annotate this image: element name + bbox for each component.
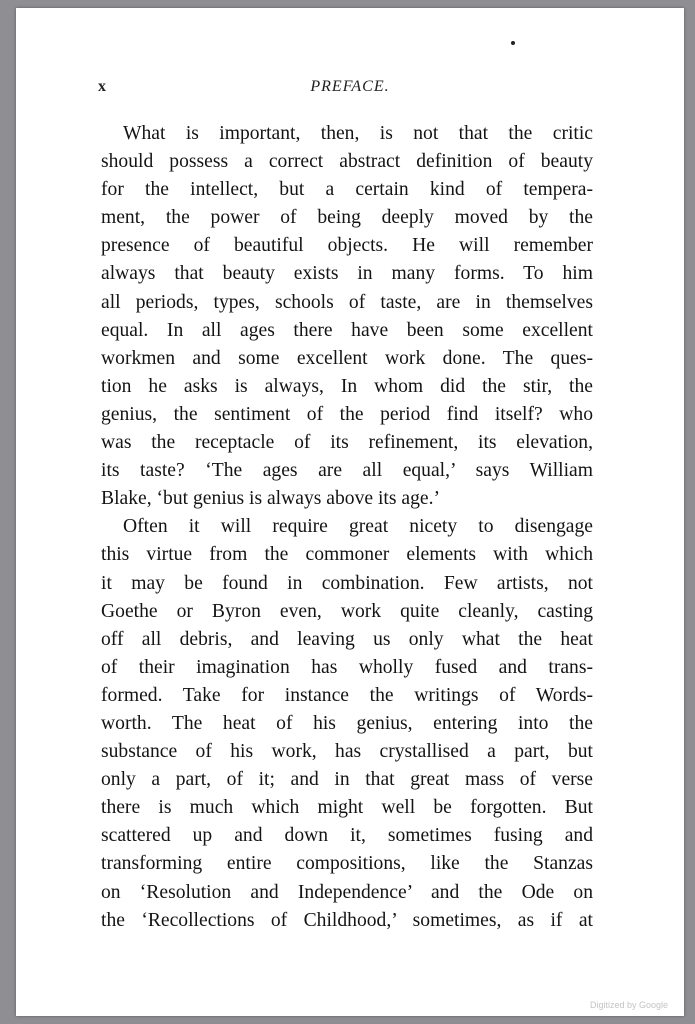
page-number: x [98, 78, 106, 95]
text-line: it may be found in combination. Few artists, not [101, 572, 593, 594]
text-line: worth. The heat of his genius, entering into the [101, 712, 593, 734]
text-line: substance of his work, has crystallised a part, but [101, 741, 593, 763]
text-line: for the intellect, but a certain kind of tempera- [101, 179, 593, 201]
text-line: equal. In all ages there have been some excellent [101, 319, 593, 341]
text-line: its taste? ‘The ages are all equal,’ says William [101, 460, 593, 482]
book-page [16, 8, 684, 1016]
text-line: there is much which might well be forgotten. But [101, 797, 593, 819]
text-line: ment, the power of being deeply moved by the [101, 207, 593, 229]
text-line: formed. Take for instance the writings of Words- [101, 684, 593, 706]
text-line: this virtue from the commoner elements with which [101, 544, 593, 566]
text-line: on ‘Resolution and Independence’ and the Ode on [101, 881, 593, 903]
text-line: Goethe or Byron even, work quite cleanly, casting [101, 600, 593, 622]
text-line: scattered up and down it, sometimes fusing and [101, 825, 593, 847]
text-line: of their imagination has wholly fused and trans- [101, 656, 593, 678]
ink-speck [511, 41, 515, 45]
text-line: the ‘Recollections of Childhood,’ sometimes, as if at [101, 909, 593, 931]
text-line: all periods, types, schools of taste, are in themselves [101, 291, 593, 313]
text-line: transforming entire compositions, like the Stanzas [101, 853, 593, 875]
text-line: tion he asks is always, In whom did the stir, the [101, 375, 593, 397]
page-header [16, 78, 684, 98]
digitized-watermark: Digitized by Google [589, 1000, 668, 1010]
text-line: Blake, ‘but genius is always above its age.’ [101, 488, 440, 510]
body-text [101, 120, 593, 935]
running-title: PREFACE. [310, 78, 390, 95]
text-line: only a part, of it; and in that great mass of verse [101, 769, 593, 791]
text-line: workmen and some excellent work done. The ques- [101, 347, 593, 369]
text-line: presence of beautiful objects. He will remember [101, 235, 593, 257]
text-line: off all debris, and leaving us only what the heat [101, 628, 593, 650]
text-line: should possess a correct abstract definition of beauty [101, 151, 593, 173]
text-line: always that beauty exists in many forms. To him [101, 263, 593, 285]
text-line: Often it will require great nicety to disengage [123, 516, 593, 538]
text-line: genius, the sentiment of the period find itself? who [101, 403, 593, 425]
text-line: What is important, then, is not that the critic [123, 123, 593, 144]
text-line: was the receptacle of its refinement, its elevation, [101, 432, 593, 454]
